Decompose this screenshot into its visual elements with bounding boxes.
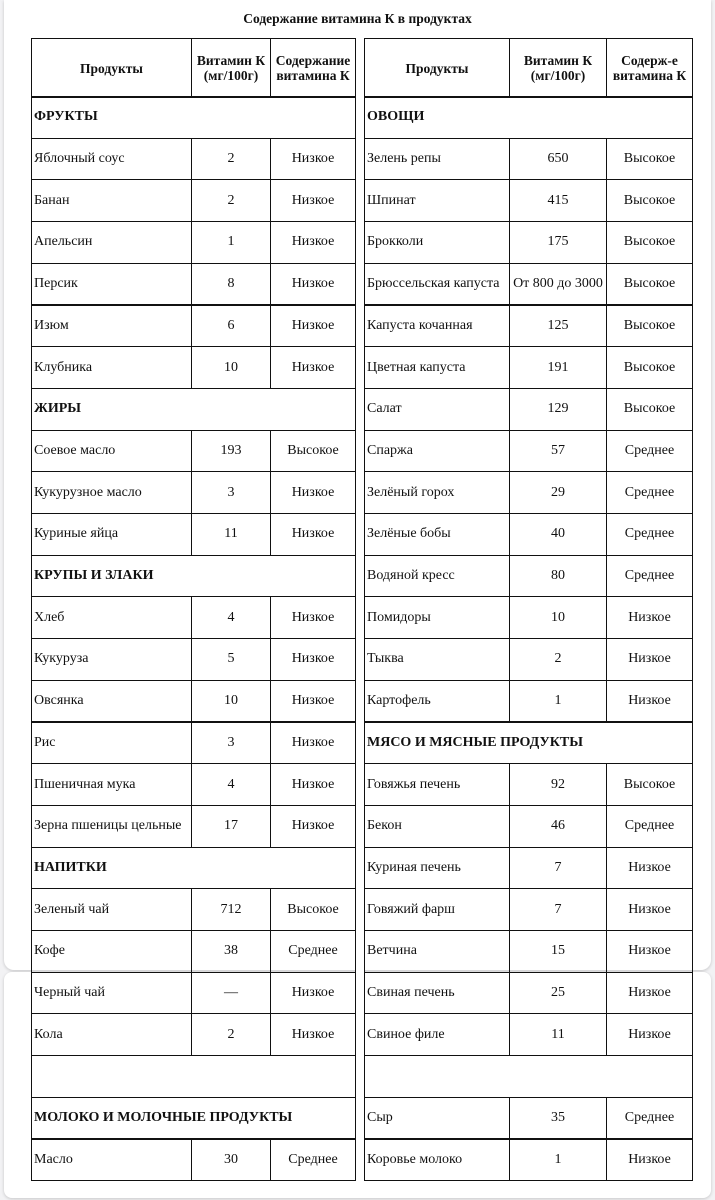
vitamin-value-cell: 3 [191, 471, 271, 514]
vitamin-level-cell: Высокое [270, 430, 356, 473]
product-name-cell: Коровье молоко [364, 1139, 510, 1182]
product-name-cell: Банан [31, 179, 192, 222]
vitamin-level-cell: Низкое [270, 638, 356, 681]
vitamin-level-cell: Высокое [606, 346, 693, 389]
vitamin-value-cell: 57 [509, 430, 607, 473]
vitamin-level-cell: Низкое [270, 972, 356, 1015]
vitamin-value-cell: 2 [191, 179, 271, 222]
vitamin-value-cell: 4 [191, 596, 271, 639]
vitamin-level-cell: Низкое [606, 888, 693, 931]
vitamin-level-cell: Низкое [606, 930, 693, 973]
header-left-level: Содержание витамина К [270, 38, 356, 98]
product-name-cell: Клубника [31, 346, 192, 389]
product-name-cell: Капуста кочанная [364, 305, 510, 348]
category-row: МЯСО И МЯСНЫЕ ПРОДУКТЫ [364, 722, 693, 765]
vitamin-value-cell: 17 [191, 805, 271, 848]
vitamin-value-cell: 2 [191, 1013, 271, 1056]
product-name-cell: Цветная капуста [364, 346, 510, 389]
product-name-cell: Зелёный горох [364, 471, 510, 514]
vitamin-value-cell: 29 [509, 471, 607, 514]
vitamin-level-cell: Низкое [270, 221, 356, 264]
product-name-cell: Сыр [364, 1097, 510, 1140]
vitamin-value-cell: — [191, 972, 271, 1015]
empty-row [364, 1055, 693, 1098]
header-right-level: Содерж-е витамина К [606, 38, 693, 98]
product-name-cell: Персик [31, 263, 192, 306]
vitamin-value-cell: 92 [509, 763, 607, 806]
vitamin-level-cell: Низкое [270, 513, 356, 556]
vitamin-value-cell: От 800 до 3000 [509, 263, 607, 306]
vitamin-value-cell: 30 [191, 1139, 271, 1182]
vitamin-value-cell: 5 [191, 638, 271, 681]
product-name-cell: Пшеничная мука [31, 763, 192, 806]
vitamin-level-cell: Низкое [606, 638, 693, 681]
vitamin-value-cell: 80 [509, 555, 607, 598]
category-row: МОЛОКО И МОЛОЧНЫЕ ПРОДУКТЫ [31, 1097, 356, 1140]
vitamin-level-cell: Среднее [606, 513, 693, 556]
vitamin-value-cell: 10 [191, 346, 271, 389]
vitamin-level-cell: Низкое [606, 680, 693, 723]
product-name-cell: Свиная печень [364, 972, 510, 1015]
vitamin-level-cell: Низкое [270, 805, 356, 848]
vitamin-value-cell: 650 [509, 138, 607, 181]
product-name-cell: Брокколи [364, 221, 510, 264]
product-name-cell: Овсянка [31, 680, 192, 723]
vitamin-value-cell: 175 [509, 221, 607, 264]
vitamin-value-cell: 193 [191, 430, 271, 473]
vitamin-value-cell: 7 [509, 888, 607, 931]
vitamin-value-cell: 6 [191, 305, 271, 348]
product-name-cell: Черный чай [31, 972, 192, 1015]
product-name-cell: Спаржа [364, 430, 510, 473]
product-name-cell: Зеленый чай [31, 888, 192, 931]
product-name-cell: Говяжий фарш [364, 888, 510, 931]
vitamin-value-cell: 10 [509, 596, 607, 639]
vitamin-value-cell: 125 [509, 305, 607, 348]
header-right-vitamin: Витамин К (мг/100г) [509, 38, 607, 98]
product-name-cell: Говяжья печень [364, 763, 510, 806]
header-left-vitamin: Витамин К (мг/100г) [191, 38, 271, 98]
product-name-cell: Яблочный соус [31, 138, 192, 181]
vitamin-value-cell: 7 [509, 847, 607, 890]
vitamin-value-cell: 10 [191, 680, 271, 723]
vitamin-level-cell: Высокое [606, 179, 693, 222]
vitamin-level-cell: Низкое [606, 847, 693, 890]
product-name-cell: Зелень репы [364, 138, 510, 181]
vitamin-value-cell: 40 [509, 513, 607, 556]
vitamin-value-cell: 3 [191, 722, 271, 765]
empty-row [31, 1055, 356, 1098]
vitamin-level-cell: Среднее [606, 555, 693, 598]
vitamin-value-cell: 15 [509, 930, 607, 973]
product-name-cell: Водяной кресс [364, 555, 510, 598]
product-name-cell: Куриные яйца [31, 513, 192, 556]
product-name-cell: Салат [364, 388, 510, 431]
vitamin-value-cell: 11 [509, 1013, 607, 1056]
vitamin-value-cell: 129 [509, 388, 607, 431]
vitamin-value-cell: 38 [191, 930, 271, 973]
product-name-cell: Бекон [364, 805, 510, 848]
vitamin-value-cell: 415 [509, 179, 607, 222]
vitamin-level-cell: Низкое [270, 1013, 356, 1056]
vitamin-level-cell: Высокое [606, 305, 693, 348]
vitamin-level-cell: Низкое [270, 305, 356, 348]
category-row: ОВОЩИ [364, 96, 693, 139]
vitamin-value-cell: 8 [191, 263, 271, 306]
vitamin-level-cell: Высокое [606, 263, 693, 306]
vitamin-level-cell: Высокое [270, 888, 356, 931]
vitamin-level-cell: Низкое [270, 179, 356, 222]
vitamin-value-cell: 1 [509, 680, 607, 723]
vitamin-level-cell: Низкое [270, 471, 356, 514]
product-name-cell: Зелёные бобы [364, 513, 510, 556]
column-separator [355, 38, 365, 1181]
vitamin-value-cell: 25 [509, 972, 607, 1015]
vitamin-value-cell: 712 [191, 888, 271, 931]
vitamin-level-cell: Высокое [606, 388, 693, 431]
product-name-cell: Картофель [364, 680, 510, 723]
product-name-cell: Рис [31, 722, 192, 765]
vitamin-level-cell: Среднее [606, 430, 693, 473]
vitamin-level-cell: Низкое [270, 722, 356, 765]
vitamin-level-cell: Низкое [270, 138, 356, 181]
product-name-cell: Свиное филе [364, 1013, 510, 1056]
product-name-cell: Масло [31, 1139, 192, 1182]
product-name-cell: Помидоры [364, 596, 510, 639]
product-name-cell: Кукурузное масло [31, 471, 192, 514]
vitamin-value-cell: 2 [509, 638, 607, 681]
product-name-cell: Куриная печень [364, 847, 510, 890]
page-title: Содержание витамина К в продуктах [243, 11, 472, 26]
product-name-cell: Тыква [364, 638, 510, 681]
product-name-cell: Кукуруза [31, 638, 192, 681]
vitamin-k-table [31, 38, 692, 1178]
vitamin-value-cell: 35 [509, 1097, 607, 1140]
product-name-cell: Кола [31, 1013, 192, 1056]
vitamin-value-cell: 11 [191, 513, 271, 556]
vitamin-value-cell: 2 [191, 138, 271, 181]
category-row: КРУПЫ И ЗЛАКИ [31, 555, 356, 598]
vitamin-value-cell: 4 [191, 763, 271, 806]
vitamin-level-cell: Низкое [606, 1013, 693, 1056]
vitamin-level-cell: Среднее [270, 1139, 356, 1182]
vitamin-value-cell: 191 [509, 346, 607, 389]
vitamin-level-cell: Низкое [270, 346, 356, 389]
category-row: ЖИРЫ [31, 388, 356, 431]
vitamin-value-cell: 46 [509, 805, 607, 848]
product-name-cell: Изюм [31, 305, 192, 348]
vitamin-level-cell: Среднее [606, 805, 693, 848]
vitamin-level-cell: Низкое [270, 263, 356, 306]
product-name-cell: Апельсин [31, 221, 192, 264]
vitamin-level-cell: Низкое [606, 972, 693, 1015]
vitamin-level-cell: Среднее [606, 1097, 693, 1140]
product-name-cell: Шпинат [364, 179, 510, 222]
vitamin-level-cell: Среднее [606, 471, 693, 514]
vitamin-level-cell: Высокое [606, 138, 693, 181]
vitamin-level-cell: Низкое [270, 596, 356, 639]
vitamin-level-cell: Среднее [270, 930, 356, 973]
vitamin-level-cell: Низкое [606, 1139, 693, 1182]
product-name-cell: Ветчина [364, 930, 510, 973]
product-name-cell: Брюссельская капуста [364, 263, 510, 306]
vitamin-level-cell: Низкое [606, 596, 693, 639]
product-name-cell: Зерна пшеницы цельные [31, 805, 192, 848]
vitamin-level-cell: Высокое [606, 763, 693, 806]
product-name-cell: Хлеб [31, 596, 192, 639]
vitamin-level-cell: Низкое [270, 763, 356, 806]
category-row: ФРУКТЫ [31, 96, 356, 139]
header-right-product: Продукты [364, 38, 510, 98]
product-name-cell: Соевое масло [31, 430, 192, 473]
vitamin-value-cell: 1 [191, 221, 271, 264]
vitamin-level-cell: Низкое [270, 680, 356, 723]
product-name-cell: Кофе [31, 930, 192, 973]
vitamin-value-cell: 1 [509, 1139, 607, 1182]
header-left-product: Продукты [31, 38, 192, 98]
category-row: НАПИТКИ [31, 847, 356, 890]
vitamin-level-cell: Высокое [606, 221, 693, 264]
